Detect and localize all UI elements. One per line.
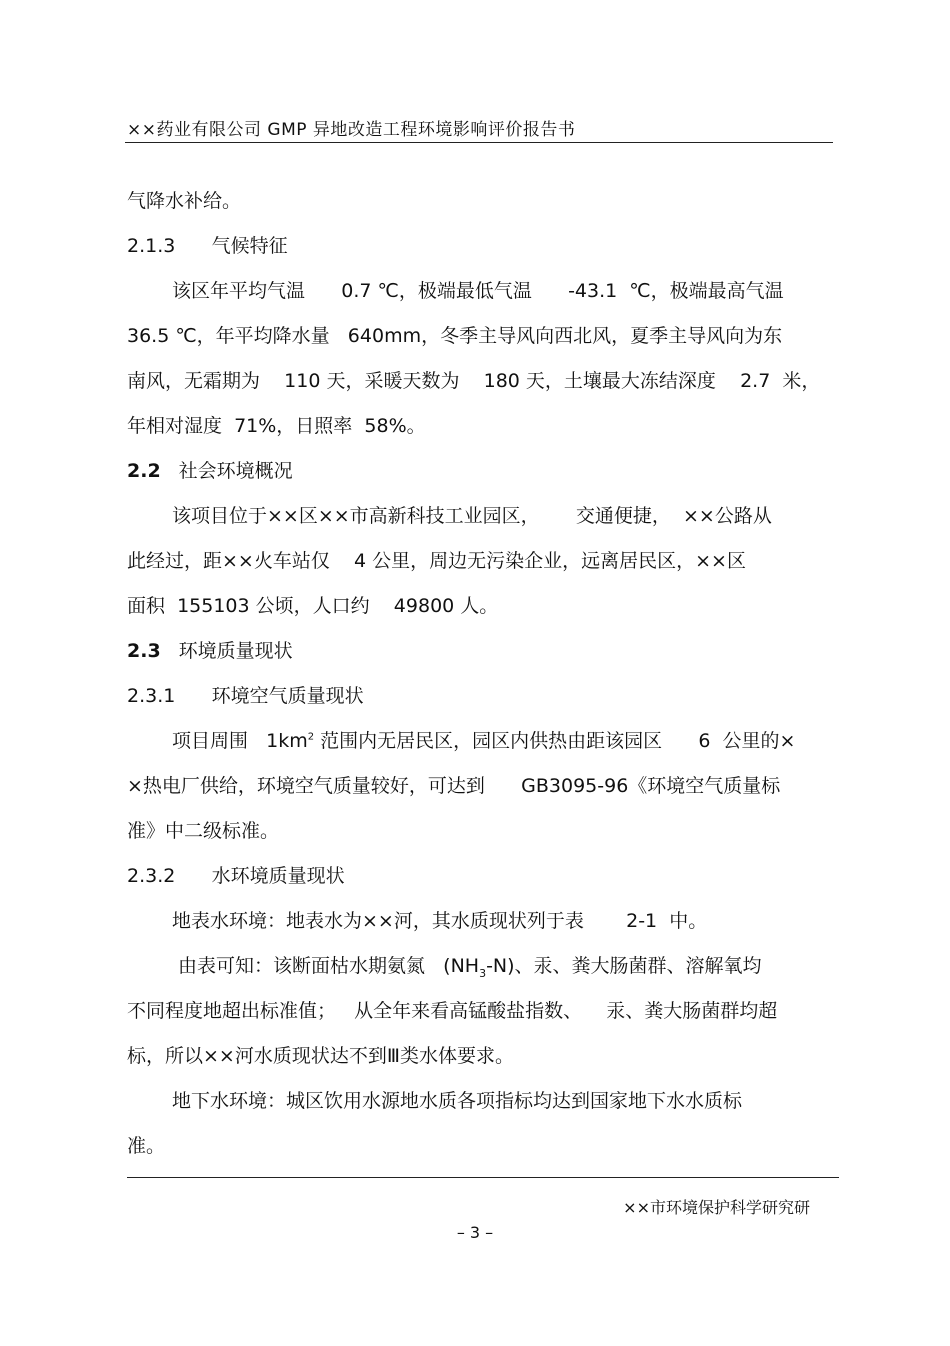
paragraph-line: 标，所以××河水质现状达不到Ⅲ类水体要求。	[127, 1045, 514, 1067]
paragraph-line: 该区年平均气温 0.7 ℃，极端最低气温 -43.1 ℃，极端最高气温	[172, 280, 784, 302]
section-heading-2-1-3: 2.1.3 气候特征	[127, 235, 288, 257]
section-heading-2-3-1: 2.3.1 环境空气质量现状	[127, 685, 364, 707]
paragraph-line: 该项目位于××区××市高新科技工业园区， 交通便捷， ××公路从	[172, 505, 772, 527]
section-title: 环境质量现状	[178, 640, 293, 662]
section-number: 2.2	[127, 460, 161, 482]
paragraph-line: 年相对湿度 71%，日照率 58%。	[127, 415, 426, 437]
paragraph-line: 不同程度地超出标准值； 从全年来看高锰酸盐指数、 汞、粪大肠菌群均超	[127, 1000, 778, 1022]
paragraph-line	[172, 951, 762, 980]
subscript: 3	[479, 966, 487, 980]
section-number: 2.3	[127, 640, 161, 662]
header-divider	[125, 142, 833, 143]
page-number: – 3 –	[456, 1223, 494, 1242]
superscript: 2	[307, 731, 315, 743]
paragraph-line: 此经过，距××火车站仅 4 公里，周边无污染企业，远离居民区，××区	[127, 550, 746, 572]
section-title: 社会环境概况	[178, 460, 293, 482]
text-line: 气降水补给。	[127, 190, 242, 212]
text-segment: -N)、汞、粪大肠菌群、溶解氧均	[486, 955, 762, 977]
paragraph-line	[172, 726, 795, 753]
section-heading-2-3	[127, 636, 293, 663]
paragraph-line: 地下水环境：城区饮用水源地水质各项指标均达到国家地下水水质标	[172, 1090, 743, 1112]
paragraph-line: ×热电厂供给，环境空气质量较好，可达到 GB3095-96《环境空气质量标	[127, 775, 781, 797]
text-segment: 项目周围 1km	[172, 730, 308, 752]
section-heading-2-2	[127, 456, 293, 483]
text-segment: 范围内无居民区，园区内供热由距该园区 6 公里的×	[314, 730, 796, 752]
footer-organization: ××市环境保护科学研究研	[623, 1198, 810, 1217]
paragraph-line: 面积 155103 公顷，人口约 49800 人。	[127, 595, 499, 617]
paragraph-line: 地表水环境：地表水为××河，其水质现状列于表 2-1 中。	[172, 910, 708, 932]
paragraph-line: 准。	[127, 1135, 166, 1157]
footer-divider	[127, 1177, 839, 1178]
paragraph-line: 准》中二级标准。	[127, 820, 280, 842]
text-segment: 由表可知：该断面枯水期氨氮 (NH	[172, 955, 480, 977]
section-heading-2-3-2: 2.3.2 水环境质量现状	[127, 865, 345, 887]
paragraph-line: 南风，无霜期为 110 天，采暖天数为 180 天，土壤最大冻结深度 2.7 米，	[127, 370, 821, 392]
page-header: ××药业有限公司 GMP 异地改造工程环境影响评价报告书	[127, 120, 576, 140]
paragraph-line: 36.5 ℃，年平均降水量 640mm，冬季主导风向西北风，夏季主导风向为东	[127, 325, 783, 347]
